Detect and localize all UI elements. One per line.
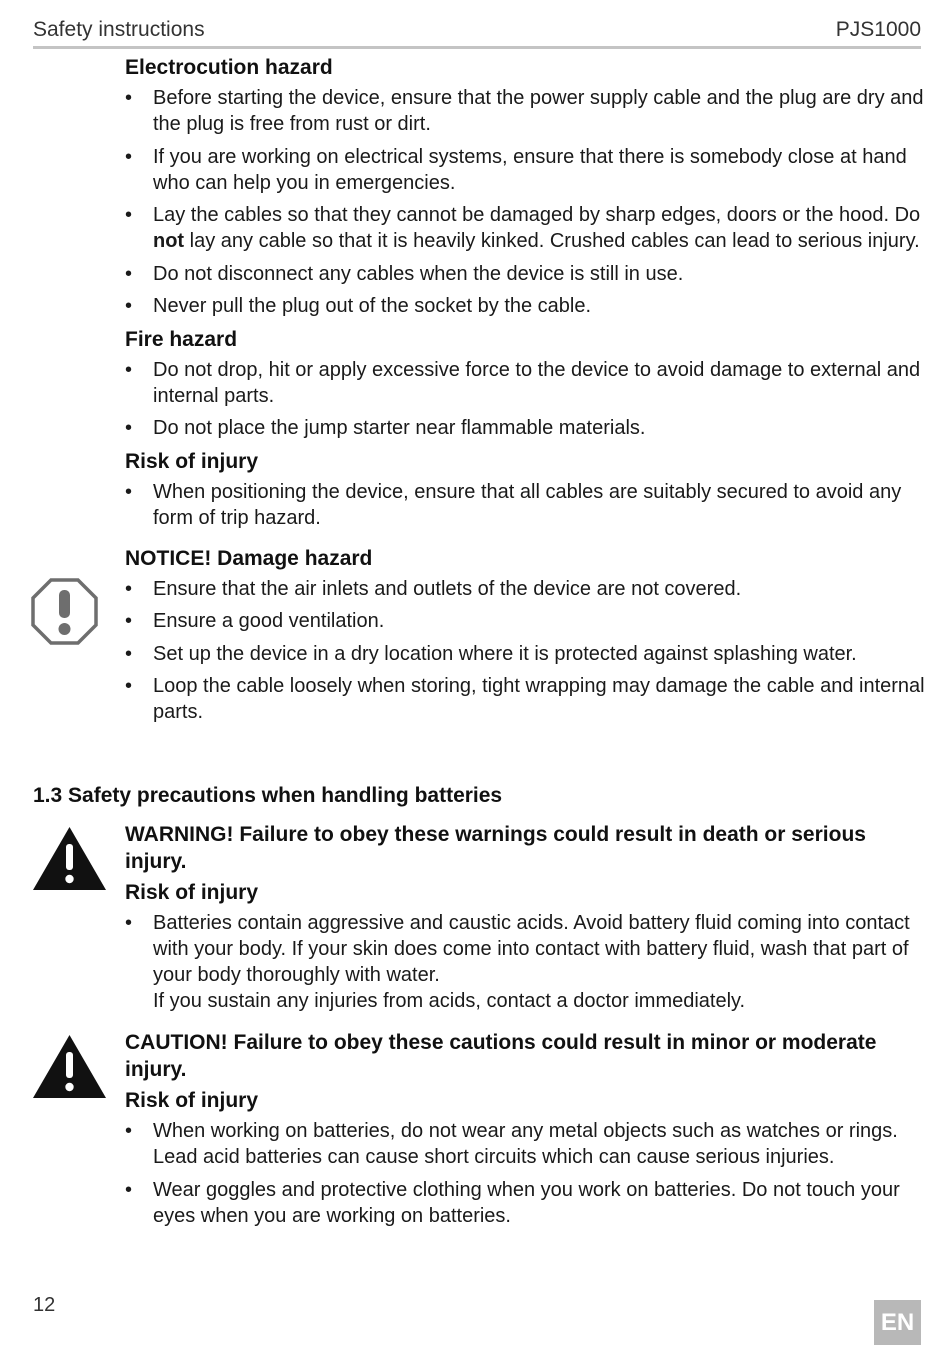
injury-heading: Risk of injury [125,449,259,473]
list-item-text: lay any cable so that it is heavily kinked. Crushed cables can lead to serious injury. [184,230,920,252]
list-item: • Do not disconnect any cables when the device is still in use. [125,261,925,287]
list-item-text: Batteries contain aggressive and caustic acids. Avoid battery fluid coming into contact with your body. If your skin does come into contact with battery fluid, wash that part of your body thoroughly with water. [153,912,910,986]
notice-octagon-icon [31,578,98,645]
header-section-title: Safety instructions [33,18,205,41]
caution-subheading: Risk of injury [125,1089,259,1112]
list-item: • Do not place the jump starter near flammable materials. [125,415,925,441]
language-badge: EN [874,1300,921,1345]
electrocution-heading: Electrocution hazard [125,56,333,79]
list-item: • Ensure a good ventilation. [125,608,925,634]
page-header [33,16,921,49]
warning-heading: WARNING! Failure to obey these warnings could result in death or serious injury. [125,823,866,873]
fire-list [125,357,925,442]
list-item: • Wear goggles and protective clothing when you work on batteries. Do not touch your eyes when you are working on batteries. [125,1177,925,1229]
section-heading-1-3: 1.3 Safety precautions when handling batteries [33,784,503,807]
list-item: • When positioning the device, ensure that all cables are suitably secured to avoid any form of trip hazard. [125,479,925,531]
list-item: • Before starting the device, ensure that the power supply cable and the plug are dry and the plug is free from rust or dirt. [125,85,925,137]
list-item: • Loop the cable loosely when storing, tight wrapping may damage the cable and internal parts. [125,673,925,725]
list-item: • Do not drop, hit or apply excessive force to the device to avoid damage to external and internal parts. [125,357,925,409]
list-item: • Never pull the plug out of the socket by the cable. [125,293,925,319]
list-item: • If you are working on electrical systems, ensure that there is somebody close at hand who can help you in emergencies. [125,144,925,196]
list-item-text: Lay the cables so that they cannot be damaged by sharp edges, doors or the hood. Do [153,204,921,226]
fire-heading: Fire hazard [125,327,238,351]
list-item [125,202,925,254]
injury-list [125,479,925,531]
emphasis-not: not [153,230,185,252]
electrocution-list [125,85,925,319]
header-product-code: PJS1000 [835,18,921,41]
list-item: • Ensure that the air inlets and outlets of the device are not covered. [125,576,925,602]
caution-list [125,1118,925,1229]
caution-triangle-icon [32,1034,107,1099]
list-item: • Set up the device in a dry location where it is protected against splashing water. [125,641,925,667]
caution-heading: CAUTION! Failure to obey these cautions could result in minor or moderate injury. [125,1031,877,1081]
warning-triangle-icon [32,826,107,891]
notice-heading: NOTICE! Damage hazard [125,546,373,570]
caution-block [125,1029,925,1235]
list-item: • When working on batteries, do not wear any metal objects such as watches or rings. Lead acid batteries can cause short circuits which can cause serious injuries. [125,1118,925,1170]
warning-block [125,821,925,1021]
warning-subheading: Risk of injury [125,881,259,904]
list-item [125,910,925,1014]
page-number: 12 [33,1294,56,1316]
list-item-note: If you sustain any injuries from acids, contact a doctor immediately. [153,990,746,1012]
warning-list [125,910,925,1014]
main-content [125,54,925,732]
notice-list [125,576,925,726]
